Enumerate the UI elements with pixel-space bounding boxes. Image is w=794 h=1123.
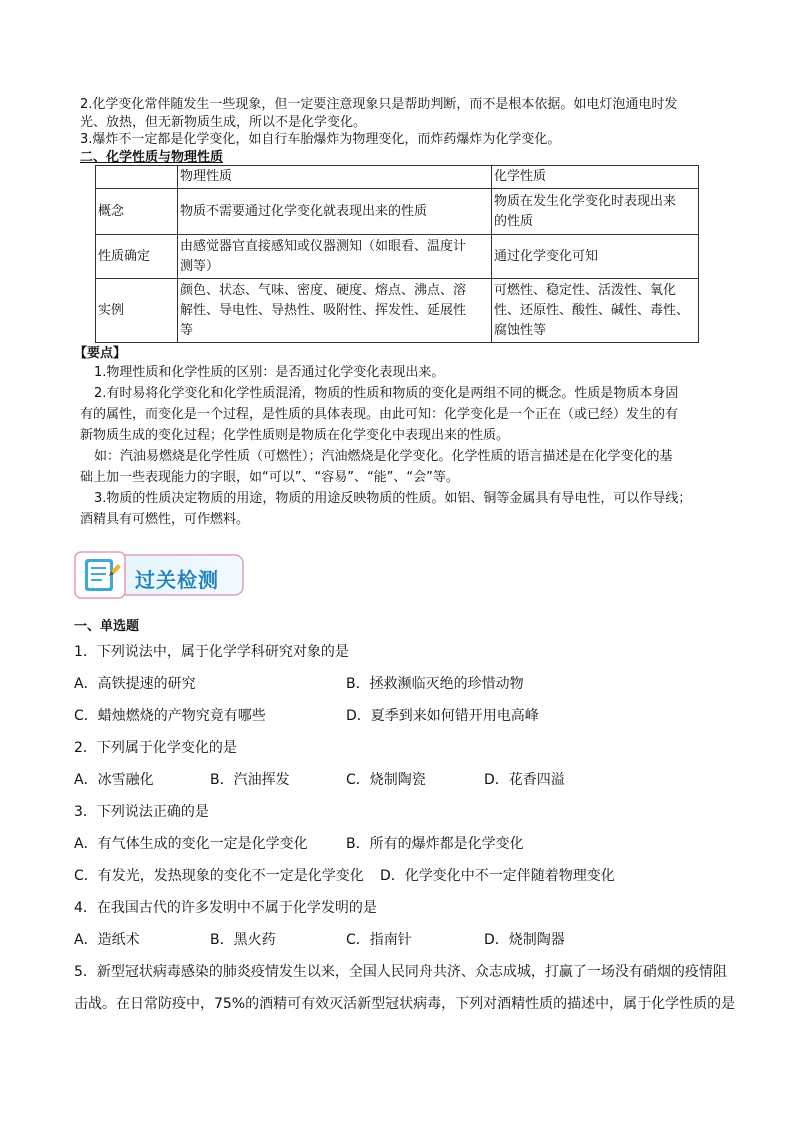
cell-line: 腐蚀性等 <box>494 322 547 338</box>
question-1-option-b[interactable]: B．拯救濒临灭绝的珍惜动物 <box>346 676 524 692</box>
cell-line: 物质在发生化学变化时表现出来 <box>494 193 677 209</box>
question-2-option-d[interactable]: D．花香四溢 <box>484 772 565 788</box>
table-header-physical: 物理性质 <box>178 166 492 189</box>
keypoint-line: 2.有时易将化学变化和化学性质混淆，物质的性质和物质的变化是两组不同的概念。性质是物质本身固 <box>94 386 679 401</box>
intro-paragraph-2-line-2: 光、放热，但无新物质生成，所以不是化学变化。 <box>80 115 367 130</box>
checkpoint-banner <box>73 551 248 601</box>
keypoint-line: 酒精具有可燃性，可作燃料。 <box>80 512 250 527</box>
question-4-option-c[interactable]: C．指南针 <box>346 932 412 948</box>
keypoint-line: 有的属性，而变化是一个过程，是性质的具体表现。由此可知：化学变化是一个正在（或已经）发生的有 <box>80 407 679 422</box>
question-4-stem: 4．在我国古代的许多发明中不属于化学发明的是 <box>74 900 377 916</box>
table-row-label: 实例 <box>96 279 178 343</box>
keypoint-line: 3.物质的性质决定物质的用途，物质的用途反映物质的性质。如铝、铜等金属具有导电性，可以作导线； <box>94 491 692 506</box>
question-4-option-b[interactable]: B．黑火药 <box>210 932 276 948</box>
table-row-label: 性质确定 <box>96 235 178 279</box>
cell-line: 颜色、状态、气味、密度、硬度、熔点、沸点、溶 <box>180 282 467 298</box>
question-3-option-d[interactable]: D．化学变化中不一定伴随着物理变化 <box>380 868 615 884</box>
table-cell-physical <box>178 235 492 279</box>
cell-line: 由感觉器官直接感知或仪器测知（如眼看、温度计 <box>180 238 467 254</box>
table-header-empty <box>96 166 178 189</box>
keypoint-line: 1.物理性质和化学性质的区别：是否通过化学变化表现出来。 <box>94 365 445 380</box>
question-2-option-b[interactable]: B．汽油挥发 <box>210 772 290 788</box>
cell-line: 测等） <box>180 258 220 274</box>
table-row <box>96 235 699 279</box>
question-1-option-a[interactable]: A．高铁提速的研究 <box>74 676 196 692</box>
keypoint-line: 础上加一些表现能力的字眼，如“可以”、“容易”、“能”、“会”等。 <box>80 470 459 485</box>
table-header-row <box>96 166 699 189</box>
question-2-option-a[interactable]: A．冰雪融化 <box>74 772 154 788</box>
banner-title: 过关检测 <box>135 568 219 592</box>
question-5-stem-line-2: 击战。在日常防疫中，75%的酒精可有效灭活新型冠状病毒，下列对酒精性质的描述中，属于化学性质的是 <box>74 996 736 1012</box>
cell-line: 物质不需要通过化学变化就表现出来的性质 <box>180 203 428 219</box>
cell-line: 的性质 <box>494 213 534 229</box>
table-row <box>96 279 699 343</box>
table-header-chemical: 化学性质 <box>492 166 699 189</box>
question-3-option-a[interactable]: A．有气体生成的变化一定是化学变化 <box>74 836 308 852</box>
table-row-label: 概念 <box>96 189 178 235</box>
table-cell-chemical <box>492 279 699 343</box>
cell-line: 解性、导电性、导热性、吸附性、挥发性、延展性 <box>180 302 467 318</box>
cell-line: 可燃性、稳定性、活泼性、氧化 <box>494 282 677 298</box>
intro-paragraph-3: 3.爆炸不一定都是化学变化，如自行车胎爆炸为物理变化，而炸药爆炸为化学变化。 <box>80 132 561 147</box>
table-cell-chemical <box>492 235 699 279</box>
table-cell-physical <box>178 189 492 235</box>
properties-comparison-table <box>95 165 699 343</box>
cell-line: 通过化学变化可知 <box>494 248 599 264</box>
section-title-properties: 二、化学性质与物理性质 <box>80 150 224 165</box>
table-row <box>96 189 699 235</box>
table-cell-chemical <box>492 189 699 235</box>
cell-line: 等 <box>180 322 194 338</box>
question-1-stem: 1．下列说法中，属于化学学科研究对象的是 <box>74 644 349 660</box>
question-2-stem: 2．下列属于化学变化的是 <box>74 740 237 756</box>
question-4-option-d[interactable]: D．烧制陶器 <box>484 932 565 948</box>
quiz-section-title: 一、单选题 <box>74 619 140 634</box>
question-2-option-c[interactable]: C．烧制陶瓷 <box>346 772 426 788</box>
keypoints-title: 【要点】 <box>74 346 127 361</box>
question-1-option-c[interactable]: C．蜡烛燃烧的产物究竟有哪些 <box>74 708 266 724</box>
question-3-stem: 3．下列说法正确的是 <box>74 804 209 820</box>
question-3-option-c[interactable]: C．有发光，发热现象的变化不一定是化学变化 <box>74 868 364 884</box>
keypoint-line: 新物质生成的变化过程；化学性质则是物质在化学变化中表现出来的性质。 <box>80 428 510 443</box>
table-cell-physical <box>178 279 492 343</box>
keypoint-line: 如：汽油易燃烧是化学性质（可燃性）；汽油燃烧是化学变化。化学性质的语言描述是在化学变化的基 <box>94 449 673 464</box>
question-4-option-a[interactable]: A．造纸术 <box>74 932 140 948</box>
cell-line: 性、还原性、酸性、碱性、毒性、 <box>494 302 690 318</box>
question-3-option-b[interactable]: B．所有的爆炸都是化学变化 <box>346 836 524 852</box>
question-5-stem-line-1: 5．新型冠状病毒感染的肺炎疫情发生以来，全国人民同舟共济、众志成城，打赢了一场没有硝烟的疫情阻 <box>74 964 727 980</box>
question-1-option-d[interactable]: D．夏季到来如何错开用电高峰 <box>346 708 539 724</box>
intro-paragraph-2-line-1: 2.化学变化常伴随发生一些现象，但一定要注意现象只是帮助判断，而不是根本依据。如电灯泡通电时发 <box>80 97 678 112</box>
